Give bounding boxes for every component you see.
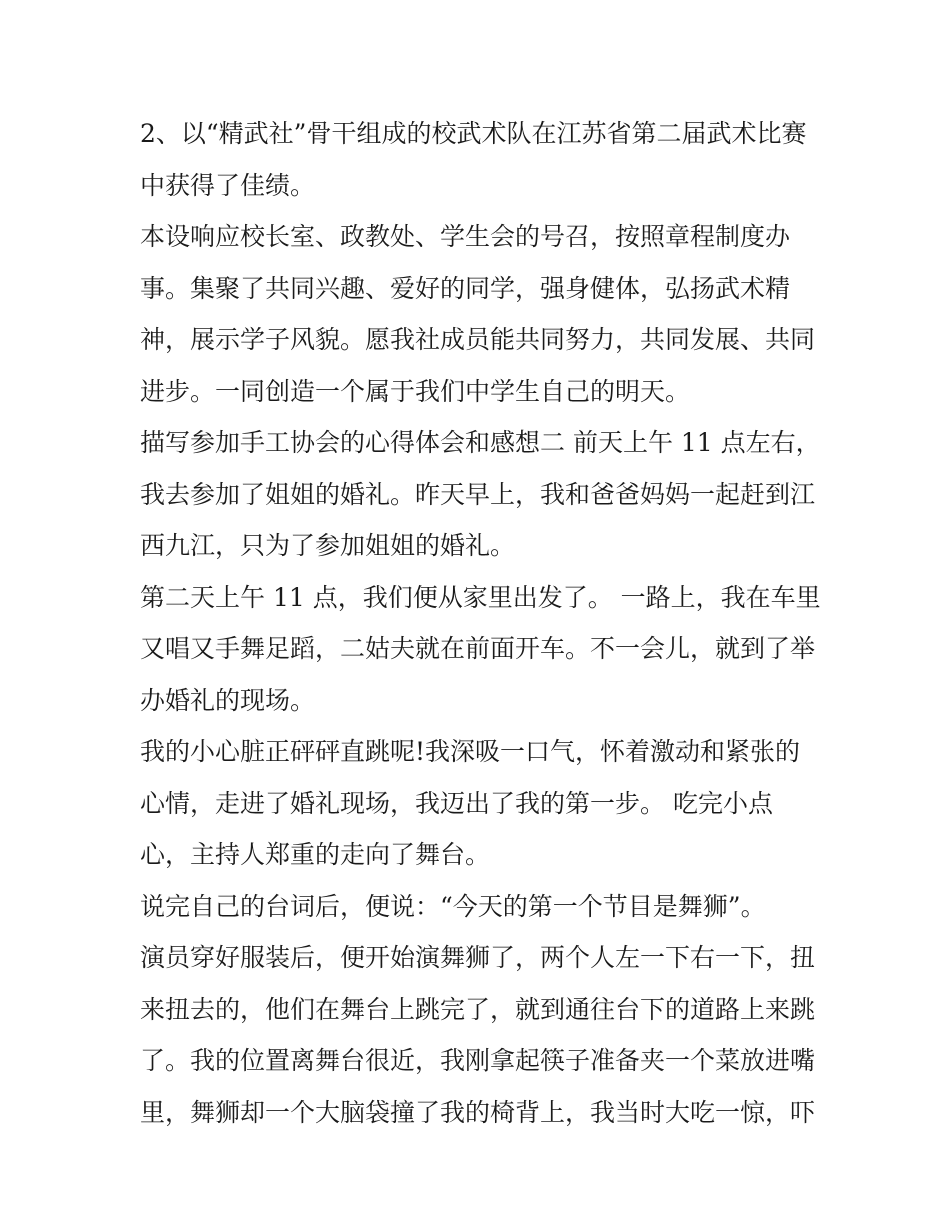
text-line: 来扭去的，他们在舞台上跳完了，就到通往台下的道路上来跳 bbox=[140, 994, 816, 1024]
text-line: 本设响应校长室、政教处、学生会的号召，按照章程制度办 bbox=[140, 222, 791, 251]
text-line: 演员穿好服装后，便开始演舞狮了，两个人左一下右一下，扭 bbox=[140, 943, 816, 972]
text-line: 第二天上午 11 点，我们便从家里出发了。 一路上，我在车里 bbox=[140, 582, 821, 612]
text-line: 西九江，只为了参加姐姐的婚礼。 bbox=[140, 531, 516, 560]
text-line: 心，主持人郑重的走向了舞台。 bbox=[140, 840, 491, 869]
text-line: 我的小心脏正砰砰直跳呢!我深吸一口气，怀着激动和紧张的 bbox=[140, 737, 801, 766]
text-line: 又唱又手舞足蹈，二姑夫就在前面开车。不一会儿，就到了举 bbox=[140, 634, 816, 663]
text-line: 说完自己的台词后，便说：“今天的第一个节目是舞狮”。 bbox=[140, 891, 766, 921]
text-line: 描写参加手工协会的心得体会和感想二 前天上午 11 点左右， bbox=[140, 428, 821, 457]
text-line: 我去参加了姐姐的婚礼。昨天早上，我和爸爸妈妈一起赶到江 bbox=[140, 479, 816, 509]
text-line: 神，展示学子风貌。愿我社成员能共同努力，共同发展、共同 bbox=[140, 325, 816, 354]
text-line: 2、以“精武社”骨干组成的校武术队在江苏省第二届武术比赛 bbox=[140, 119, 807, 148]
text-line: 中获得了佳绩。 bbox=[140, 170, 316, 200]
text-line: 里，舞狮却一个大脑袋撞了我的椅背上，我当时大吃一惊，吓 bbox=[140, 1097, 816, 1127]
text-line: 事。集聚了共同兴趣、爱好的同学，强身健体，弘扬武术精 bbox=[140, 273, 791, 303]
text-line: 办婚礼的现场。 bbox=[140, 685, 316, 715]
text-line: 进步。一同创造一个属于我们中学生自己的明天。 bbox=[140, 376, 691, 406]
text-line: 心情，走进了婚礼现场，我迈出了我的第一步。 吃完小点 bbox=[140, 788, 773, 818]
text-line: 了。我的位置离舞台很近，我刚拿起筷子准备夹一个菜放进嘴 bbox=[140, 1046, 816, 1075]
document-body bbox=[140, 108, 830, 1138]
